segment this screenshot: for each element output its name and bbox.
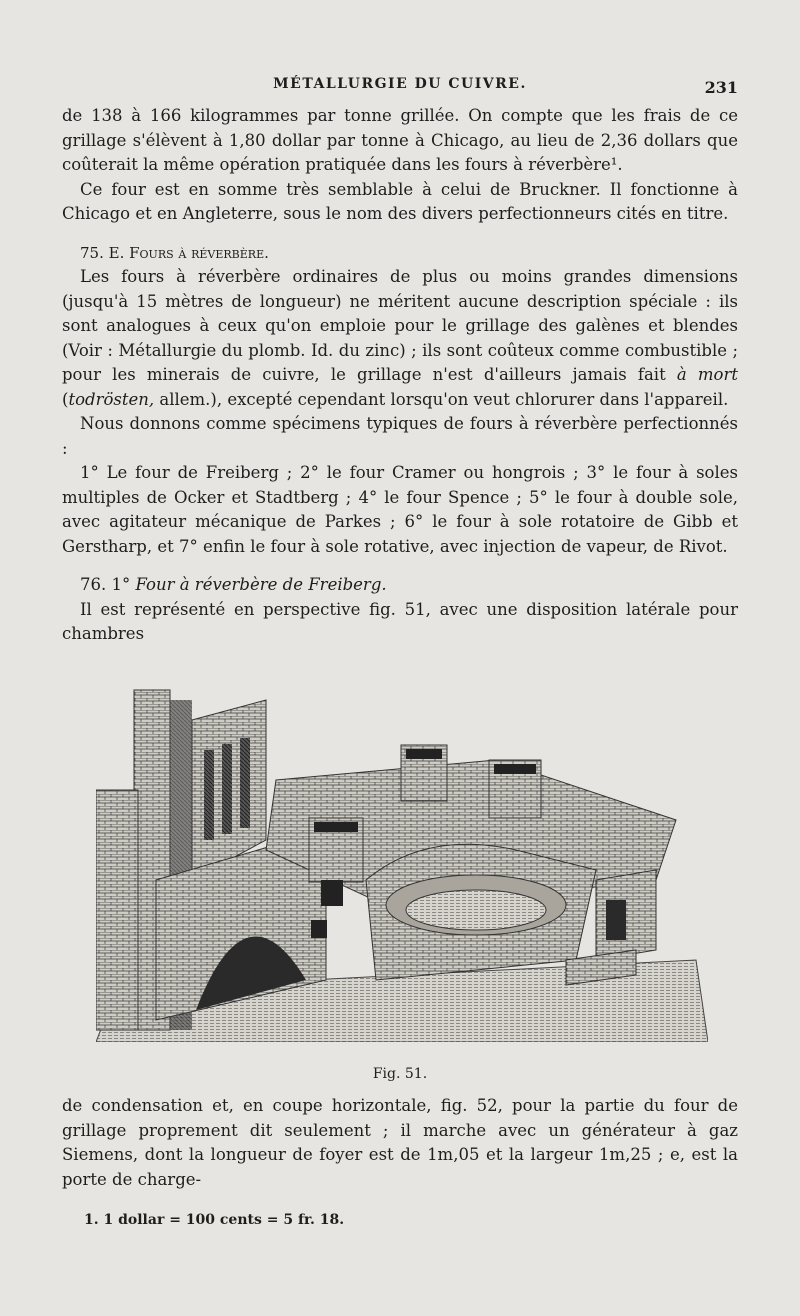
paragraph-3 xyxy=(62,265,738,412)
section-76-heading xyxy=(62,573,738,598)
section-75-number: 75. E. xyxy=(80,243,125,262)
paragraph-3-text-a: Les fours à réverbère ordinaires de plus ou moins grandes dimensions (jusqu'à 15 mètres de longueur) ne méritent aucune description spéciale : ils sont analogues à ceux qu'on emploie pour le grillage des galènes et blendes (Voir : Métallurgie du plomb. Id. du zinc) ; ils sont coûteux comme combustible ; pour les minerais de cuivre, le grillage n'est d'ailleurs jamais fait xyxy=(62,267,738,384)
section-75-heading xyxy=(62,241,738,266)
page-number: 231 xyxy=(704,78,738,97)
page-header xyxy=(62,76,738,102)
paragraph-3-text-b: ( xyxy=(62,389,69,409)
paragraph-7: de condensation et, en coupe horizontale, fig. 52, pour la partie du four de grillage proprement dit seulement ; il marche avec un générateur à gaz Siemens, dont la longueur de foyer est de 1m,05 et la largeur 1m,25 ; e, est la porte de charge- xyxy=(62,1096,738,1189)
paragraph-2: Ce four est en somme très semblable à celui de Bruckner. Il fonctionne à Chicago et en Angleterre, sous le nom des divers perfectionneurs cités en titre. xyxy=(62,179,738,223)
paragraph-1: de 138 à 166 kilogrammes par tonne grillée. On compte que les frais de ce grillage s'élèvent à 1,80 dollar par tonne à Chicago, au lieu de 2,36 dollars que coûterait la même opération pratiquée dans les fours à réverbère¹. xyxy=(62,106,738,174)
section-75-title: Fours à réverbère. xyxy=(129,243,269,262)
footnote: 1. 1 dollar = 100 cents = 5 fr. 18. xyxy=(84,1212,345,1228)
paragraph-3-italic-b: todrösten, xyxy=(68,389,155,409)
paragraph-5: 1° Le four de Freiberg ; 2° le four Cramer ou hongrois ; 3° le four à soles multiples de Ocker et Stadtberg ; 4° le four Spence ; 5° le four à double sole, avec agitateur mécanique de Parkes ; 6° le four à sole rotatoire de Gibb et Gerstharp, et 7° enfin le four à sole rotative, avec injection de vapeur, de Rivot. xyxy=(62,463,738,556)
section-76-number: 76. 1° xyxy=(80,575,131,594)
paragraph-4: Nous donnons comme spécimens typiques de fours à réverbère perfectionnés : xyxy=(62,414,738,458)
text-block-bottom xyxy=(62,1094,738,1192)
furnace-illustration xyxy=(96,680,708,1042)
section-76-title: Four à réverbère de Freiberg. xyxy=(135,575,387,594)
text-block-top xyxy=(62,104,738,647)
paragraph-6: Il est représenté en perspective fig. 51, avec une disposition latérale pour chambres xyxy=(62,599,738,643)
paragraph-3-text-c: allem.), excepté cependant lorsqu'on veut chlorurer dans l'appareil. xyxy=(154,389,729,409)
paragraph-3-italic-a: à mort xyxy=(676,365,738,384)
figure-caption: Fig. 51. xyxy=(372,1066,428,1082)
running-title: MÉTALLURGIE DU CUIVRE. xyxy=(273,76,527,92)
